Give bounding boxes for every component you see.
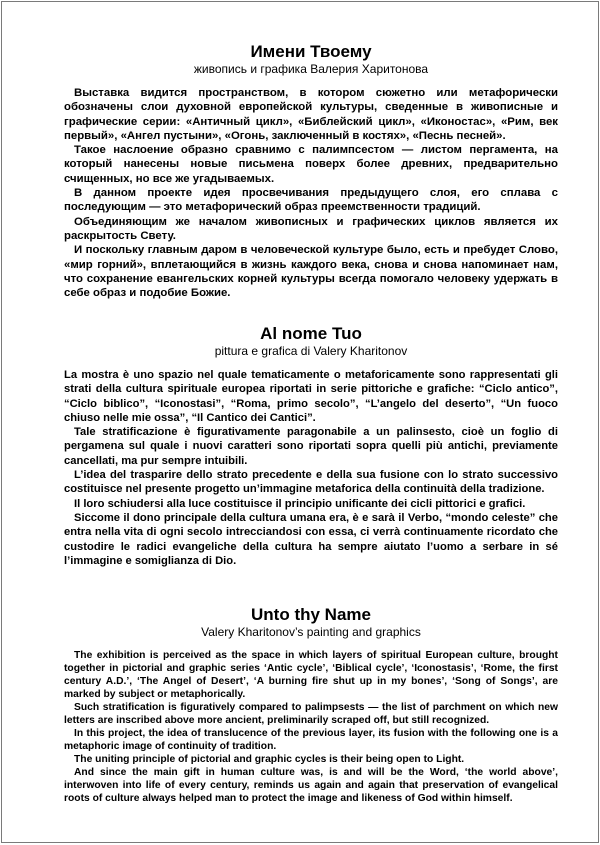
paragraph: L’idea del trasparire dello strato precedente e della sua fusione con lo strato successivo costituisce nel presente progetto un’immagine metaforica della continuità della tradizione. bbox=[64, 469, 558, 496]
paragraph: Such stratification is figuratively compared to palimpsests — the list of parchment on which new letters are inscribed above more ancient, preliminarily scraped off, but still recognized. bbox=[64, 702, 558, 726]
paragraph: In this project, the idea of translucence of the previous layer, its fusion with the following one is a metaphoric image of continuity of tradition. bbox=[64, 728, 558, 752]
english-subtitle: Valery Kharitonov’s painting and graphics bbox=[201, 625, 421, 639]
paragraph: Такое наслоение образно сравнимо с палимпсестом — листом пергамента, на который нанесены новые письмена поверх более древних, предварительно счищенных, но все же угадываемых. bbox=[64, 144, 558, 185]
russian-body bbox=[64, 86, 558, 300]
english-title: Unto thy Name bbox=[251, 605, 371, 624]
english-body bbox=[64, 649, 558, 805]
paragraph: Siccome il dono principale della cultura umana era, è e sarà il Verbo, “mondo celeste” che entra nella vita di ogni secolo intrecciandosi con essa, ci verrà continuamente ricordato che custodire le radici evangeliche della cultura ha sempre aiutato l’uomo a serbare in sé l’immagine e somiglianza di Dio. bbox=[64, 511, 558, 567]
paragraph: Il loro schiudersi alla luce costituisce il principio unificante dei cicli pittorici e grafici. bbox=[74, 497, 526, 510]
italian-body bbox=[64, 368, 558, 568]
paragraph: Tale stratificazione è figurativamente paragonabile a un palinsesto, cioè un foglio di pergamena sul quale i nuovi caratteri sono riportati sopra quelli più antichi, previamente cancellati, ma pur sempre intuibili. bbox=[64, 426, 558, 467]
paragraph: La mostra è uno spazio nel quale tematicamente o metaforicamente sono rappresentati gli strati della cultura spirituale europea riportati in serie pittoriche e grafiche: “Ciclo antico”, “Ciclo biblico”, “Iconostasi”, “Roma, primo secolo”, “L’angelo del deserto”, “Un fuoco chiuso nelle mie ossa”, “Il Cantico dei Cantici”. bbox=[64, 369, 558, 424]
paragraph: Объединяющим же началом живописных и графических циклов является их раскрытость Свету. bbox=[64, 215, 558, 242]
russian-title: Имени Твоему bbox=[250, 42, 372, 61]
document-page bbox=[1, 1, 599, 843]
paragraph: В данном проекте идея просвечивания предыдущего слоя, его сплава с последующим — это метафорический образ преемственности традиций. bbox=[64, 187, 558, 214]
italian-section bbox=[64, 324, 558, 568]
italian-subtitle: pittura e grafica di Valery Kharitonov bbox=[214, 344, 408, 358]
paragraph: Выставка видится пространством, в котором сюжетно или метафорически обозначены слои духовной европейской культуры, сведенные в живописные и графические серии: «Античный цикл», «Библейский цикл», «Иконостас», «Рим, век первый», «Ангел пустыни», «Огонь, заключенный в костях», «Песнь песней». bbox=[64, 87, 558, 142]
paragraph: The exhibition is perceived as the space in which layers of spiritual European culture, brought together in pictorial and graphic series ‘Antic cycle’, ‘Biblical cycle’, ‘Iconostasis’, ‘Rome, the first century A.D.’, ‘The Angel of Desert’, ‘A burning fire shut up in my bones’, ‘Song of Songs’, are marked by subject or metaphorically. bbox=[64, 650, 558, 700]
paragraph: The uniting principle of pictorial and graphic cycles is their being open to Light. bbox=[74, 754, 465, 765]
russian-section bbox=[64, 42, 558, 300]
paragraph: И поскольку главным даром в человеческой культуре было, есть и пребудет Слово, «мир горний», вплетающийся в жизнь каждого века, снова и снова напоминает нам, что сохранение евангельских корней культуры всегда помогало человеку удержать в себе образ и подобие Божие. bbox=[64, 244, 558, 300]
russian-subtitle: живопись и графика Валерия Харитонова bbox=[193, 62, 429, 76]
paragraph: And since the main gift in human culture was, is and will be the Word, ‘the world above’, interwoven into life of every century, reminds us again and again that preservation of evangelical roots of culture always helped man to protect the image and likeness of God within himself. bbox=[64, 767, 558, 804]
english-section bbox=[64, 605, 558, 805]
italian-title: Al nome Tuo bbox=[260, 324, 362, 343]
